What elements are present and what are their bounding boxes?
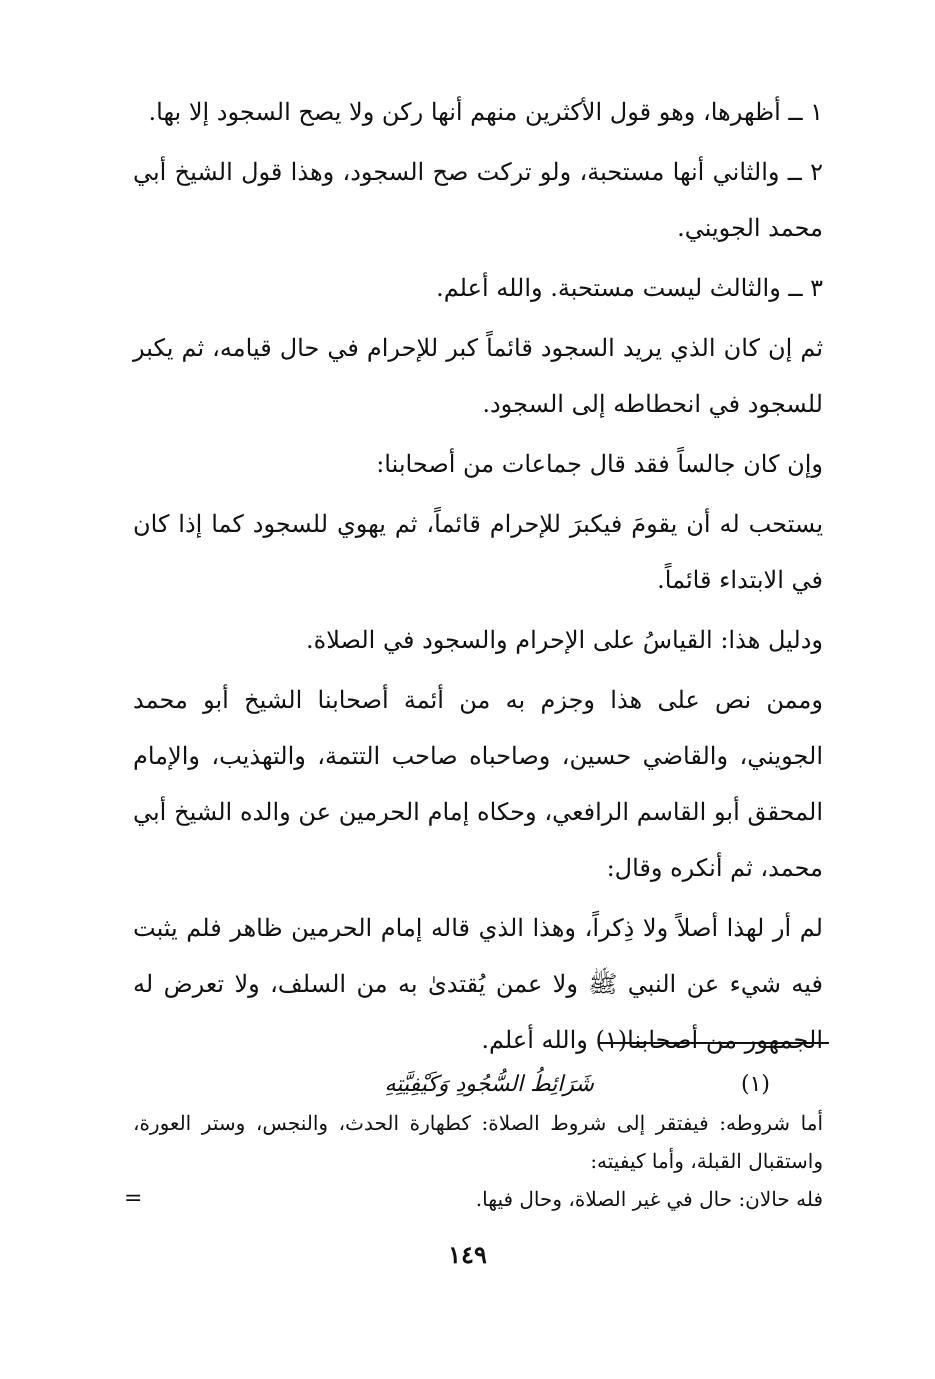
paragraph-7: ودليل هذا: القياسُ على الإحرام والسجود في الصلاة. (306, 626, 823, 654)
footnote-text (133, 1104, 823, 1218)
footnote-marker: (١) (740, 1072, 770, 1097)
footnote-divider (598, 1042, 829, 1044)
footnote-line-2: فله حالان: حال في غير الصلاة، وحال فيها. (475, 1187, 823, 1211)
paragraph-3: ٣ ــ والثالث ليست مستحبة. والله أعلم. (436, 274, 823, 302)
page-number: ١٤٩ (448, 1240, 487, 1269)
paragraph-4: ثم إن كان الذي يريد السجود قائماً كبر للإحرام في حال قيامه، ثم يكبر للسجود في انحطاطه إلى السجود. (133, 334, 823, 418)
footnote-title: شَرَائِطُ السُّجُودِ وَكَيْفِيَّتِهِ (384, 1072, 594, 1097)
paragraph-2: ٢ ــ والثاني أنها مستحبة، ولو تركت صح السجود، وهذا قول الشيخ أبي محمد الجويني. (133, 158, 823, 242)
paragraph-8: وممن نص على هذا وجزم به من أئمة أصحابنا الشيخ أبو محمد الجويني، والقاضي حسين، وصاحباه صاحب التتمة، والتهذيب، والإمام المحقق أبو القاسم الرافعي، وحكاه إمام الحرمين عن والده الشيخ أبي محمد، ثم أنكره وقال: (133, 686, 823, 882)
footnote-line-1: أما شروطه: فيفتقر إلى شروط الصلاة: كطهارة الحدث، والنجس، وستر العورة، واستقبال القبلة، وأما كيفيته: (133, 1111, 823, 1173)
footnote-heading (360, 1068, 770, 1102)
main-text (133, 84, 823, 1072)
paragraph-6: يستحب له أن يقومَ فيكبرَ للإحرام قائماً، ثم يهوي للسجود كما إذا كان في الابتداء قائماً. (133, 510, 823, 594)
paragraph-9: لم أر لهذا أصلاً ولا ذِكراً، وهذا الذي قاله إمام الحرمين ظاهر فلم يثبت فيه شيء عن النبي ﷺ ولا عمن يُقتدىٰ به من السلف، ولا تعرض له الجمهور من أصحابنا(١) والله أعلم. (133, 914, 823, 1054)
paragraph-1: ١ ــ أظهرها، وهو قول الأكثرين منهم أنها ركن ولا يصح السجود إلا بها. (148, 98, 823, 126)
paragraph-5: وإن كان جالساً فقد قال جماعات من أصحابنا: (376, 450, 823, 478)
footnote-continuation-mark: = (124, 1186, 143, 1211)
